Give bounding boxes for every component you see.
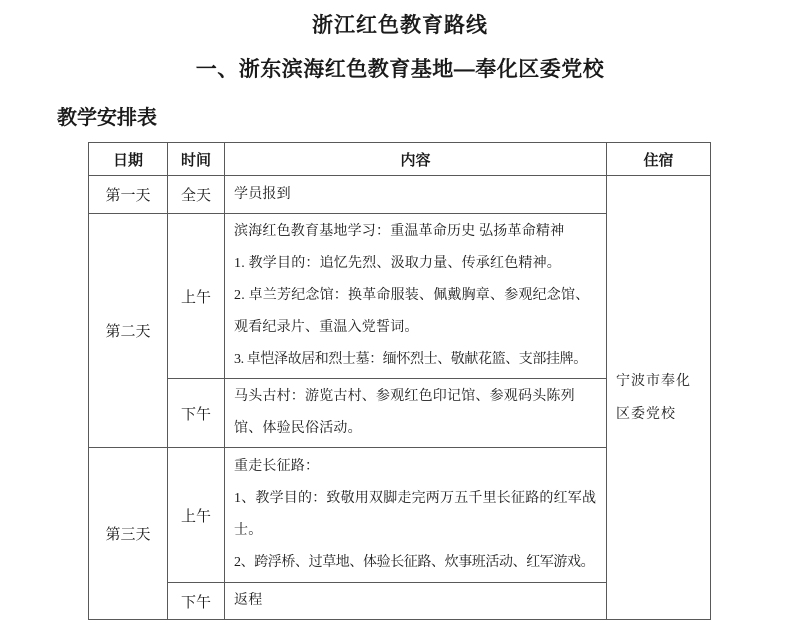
content-paragraph: 1. 教学目的：追忆先烈、汲取力量、传承红色精神。	[234, 256, 561, 271]
content-paragraph: 返程	[234, 593, 263, 608]
content-paragraph: 2、跨浮桥、过草地、体验长征路、炊事班活动、红军游戏。	[234, 555, 595, 570]
lodging-cell: 宁波市奉化区委党校	[607, 176, 711, 620]
date-cell-day1: 第一天	[89, 176, 168, 214]
content-paragraph: 3. 卓恺泽故居和烈士墓：缅怀烈士、敬献花篮、支部挂牌。	[234, 352, 587, 367]
content-cell-day3-pm	[225, 583, 607, 620]
col-header-content: 内容	[225, 143, 607, 176]
col-header-date: 日期	[89, 143, 168, 176]
schedule-table	[88, 142, 711, 620]
content-paragraph: 重走长征路：	[234, 459, 320, 474]
time-cell-day2-am: 上午	[168, 214, 225, 379]
content-paragraph: 滨海红色教育基地学习：重温革命历史 弘扬革命精神	[234, 224, 565, 239]
content-paragraph: 学员报到	[234, 186, 291, 202]
content-cell-day2-pm	[225, 379, 607, 448]
table-row-day1	[89, 176, 711, 214]
content-cell-day2-am	[225, 214, 607, 379]
time-cell-day1-allday: 全天	[168, 176, 225, 214]
doc-subtitle: 一、浙东滨海红色教育基地—奉化区委党校	[195, 58, 605, 81]
content-paragraph: 马头古村：游览古村、参观红色印记馆、参观码头陈列馆、体验民俗活动。	[234, 389, 575, 436]
col-header-time: 时间	[168, 143, 225, 176]
time-cell-day3-pm: 下午	[168, 583, 225, 620]
col-header-lodging: 住宿	[607, 143, 711, 176]
time-cell-day3-am: 上午	[168, 448, 225, 583]
section-heading: 教学安排表	[57, 107, 157, 129]
doc-title: 浙江红色教育路线	[312, 14, 488, 37]
content-cell-day3-am	[225, 448, 607, 583]
content-cell-day1	[225, 176, 607, 214]
content-paragraph: 2. 卓兰芳纪念馆：换革命服装、佩戴胸章、参观纪念馆、观看纪录片、重温入党誓词。	[234, 288, 590, 335]
table-header-row	[89, 143, 711, 176]
time-cell-day2-pm: 下午	[168, 379, 225, 448]
date-cell-day2: 第二天	[89, 214, 168, 448]
date-cell-day3: 第三天	[89, 448, 168, 620]
content-paragraph: 1、教学目的：致敬用双脚走完两万五千里长征路的红军战士。	[234, 491, 597, 538]
